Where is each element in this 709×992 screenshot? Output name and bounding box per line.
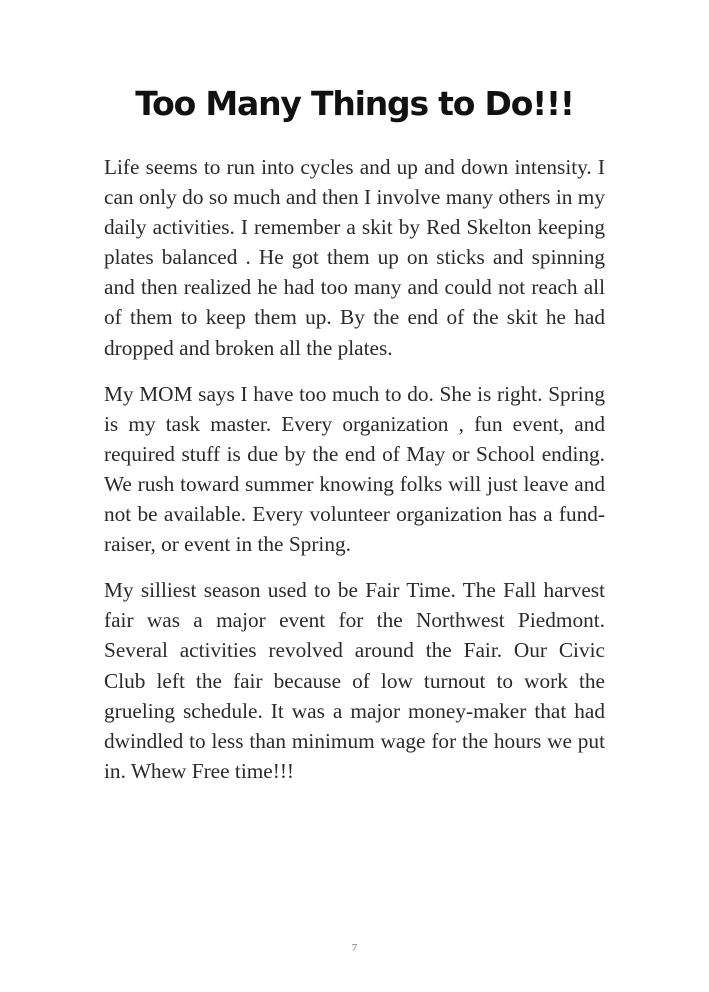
page-title: Too Many Things to Do!!! [135, 84, 574, 123]
paragraph-3: My silliest season used to be Fair Time. The Fall harvest fair was a major event for the Northwest Piedmont. Several activities revolved around the Fair. Our Civic Club left the fair because of low turnout to work the grueling schedule. It was a major money-maker that had dwindled to less than minimum wage for the hours we put in. Whew Free time!!! [104, 578, 605, 783]
body-text [104, 152, 605, 802]
page-number: 7 [351, 942, 358, 954]
paragraph-2: My MOM says I have too much to do. She is right. Spring is my task master. Every organization , fun event, and required stuff is due by the end of May or School ending. We rush toward summer knowing folks will just leave and not be available. Every volunteer organization has a fund-raiser, or event in the Spring. [104, 381, 605, 557]
paragraph-1: Life seems to run into cycles and up and down intensity. I can only do so much and then I involve many others in my daily activities. I remember a skit by Red Skelton keeping plates balanced . He got them up on sticks and spinning and then realized he had too many and could not reach all of them to keep them up. By the end of the skit he had dropped and broken all the plates. [104, 155, 605, 360]
